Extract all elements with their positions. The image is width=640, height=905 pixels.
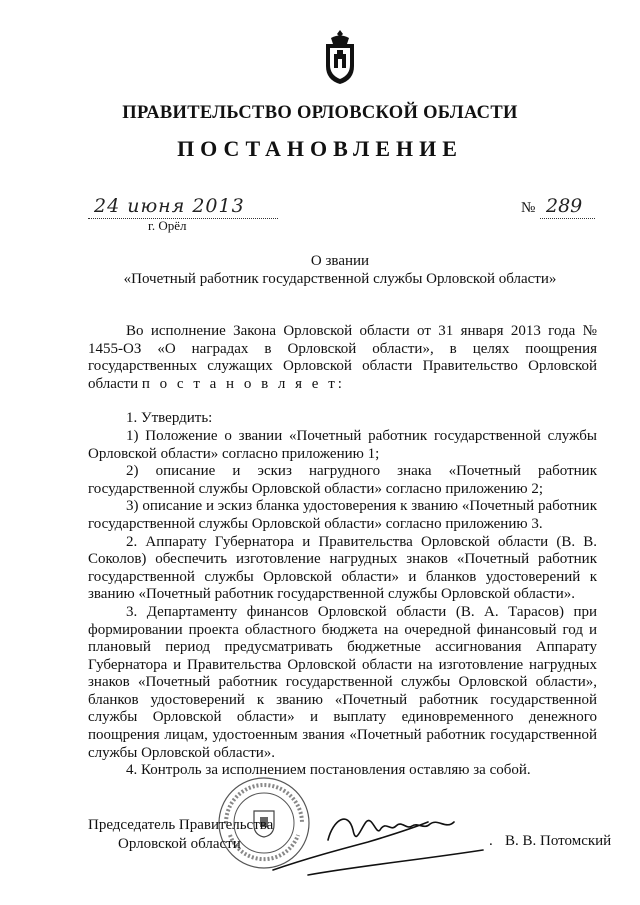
document-type: ПОСТАНОВЛЕНИЕ <box>177 136 463 161</box>
item-1-3: 3) описание и эскиз бланка удостоверения к званию «Почетный работник государственной службы Орловской области» согласно приложению 3. <box>88 498 597 532</box>
item-1-1: 1) Положение о звании «Почетный работник государственной службы Орловской области» согласно приложению 1; <box>88 427 597 462</box>
document-subject <box>80 252 600 288</box>
item-2: 2. Аппарату Губернатора и Правительства Орловской области (В. В. Соколов) обеспечить изготовление нагрудных знаков «Почетный работник государственной службы Орловской области» и бланков удостоверений к званию «Почетный работник государственной службы Орловской области». <box>88 533 597 603</box>
signature-separator: . <box>489 833 493 849</box>
date-field <box>88 195 278 219</box>
number-field <box>540 195 595 219</box>
item-3: 3. Департаменту финансов Орловской области (В. А. Тарасов) при формировании проекта областного бюджета на очередной финансовый год и плановый период предусматривать бюджетные ассигнования Аппарату Губернатора и Правительства Орловской области на изготовление нагрудных знаков «Почетный работник государственной службы Орловской области», бланков удостоверений к званию «Почетный работник государственной службы Орловской области» и выплату единовременного денежного поощрения лицам, удостоенным звания «Почетный работник государственной службы Орловской области». <box>88 603 597 761</box>
preamble-resolves: п о с т а н о в л я е т: <box>141 375 345 392</box>
handwritten-date: 24 июня 2013 <box>94 195 245 217</box>
item-4: 4. Контроль за исполнением постановления оставляю за собой. <box>126 762 531 779</box>
handwritten-number: 289 <box>546 195 583 217</box>
government-name: ПРАВИТЕЛЬСТВО ОРЛОВСКОЙ ОБЛАСТИ <box>122 103 518 123</box>
handwritten-signature-icon <box>268 800 488 880</box>
signatory-title <box>88 816 273 854</box>
coat-of-arms-icon <box>323 28 357 86</box>
item-1-2: 2) описание и эскиз нагрудного знака «Почетный работник государственной службы Орловской области» согласно приложению 2; <box>88 463 597 497</box>
document-body <box>88 323 597 780</box>
number-label: № <box>521 200 536 216</box>
item-1: 1. Утвердить: <box>126 410 213 427</box>
preamble <box>88 323 597 393</box>
preamble-text: Во исполнение Закона Орловской области от 31 января 2013 года № 1455-ОЗ «О наградах в Орловской области», в целях поощрения государственных служащих Орловской области Правительство Орловской области <box>88 323 597 392</box>
signatory-title-line-1: Председатель Правительства <box>88 817 274 833</box>
subject-line-1: О звании <box>310 253 370 269</box>
signatory-name: В. В. Потомский <box>505 833 612 849</box>
signatory-title-line-2: Орловской области <box>118 836 241 852</box>
city: г. Орёл <box>148 218 187 233</box>
subject-line-2: «Почетный работник государственной службы Орловской области» <box>123 271 557 287</box>
